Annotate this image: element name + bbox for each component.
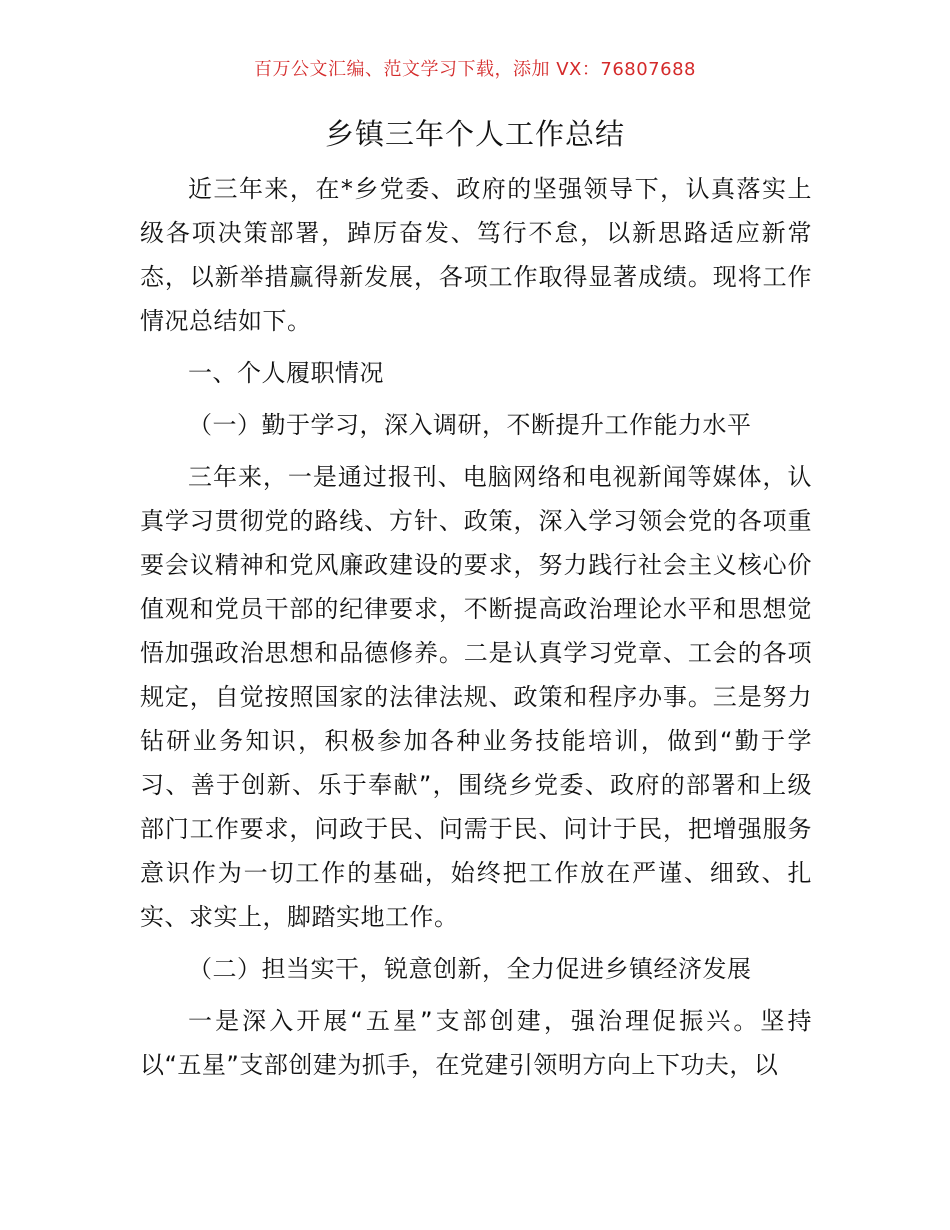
subsection-2-paragraph: 一是深入开展“五星”支部创建，强治理促振兴。坚持以“五星”支部创建为抓手，在党建引领明方向上下功夫，以	[140, 1007, 812, 1079]
subsection-1-heading: （一）勤于学习，深入调研，不断提升工作能力水平	[188, 411, 752, 439]
intro-paragraph: 近三年来，在*乡党委、政府的坚强领导下，认真落实上级各项决策部署，踔厉奋发、笃行不怠，以新思路适应新常态，以新举措赢得新发展，各项工作取得显著成绩。现将工作情况总结如下。	[140, 175, 812, 335]
subsection-2-heading: （二）担当实干，锐意创新，全力促进乡镇经济发展	[188, 955, 752, 983]
section-1-heading: 一、个人履职情况	[188, 359, 384, 387]
header-banner: 百万公文汇编、范文学习下载，添加 VX：76807688	[254, 59, 696, 80]
subsection-1-paragraph: 三年来，一是通过报刊、电脑网络和电视新闻等媒体，认真学习贯彻党的路线、方针、政策，深入学习领会党的各项重要会议精神和党风廉政建设的要求，努力践行社会主义核心价值观和党员干部的纪律要求，不断提高政治理论水平和思想觉悟加强政治思想和品德修养。二是认真学习党章、工会的各项规定，自觉按照国家的法律法规、政策和程序办事。三是努力钻研业务知识，积极参加各种业务技能培训，做到“勤于学习、善于创新、乐于奉献”，围绕乡党委、政府的部署和上级部门工作要求，问政于民、问需于民、问计于民，把增强服务意识作为一切工作的基础，始终把工作放在严谨、细致、扎实、求实上，脚踏实地工作。	[140, 463, 812, 931]
document-body	[140, 167, 812, 1095]
document-title: 乡镇三年个人工作总结	[324, 117, 625, 151]
